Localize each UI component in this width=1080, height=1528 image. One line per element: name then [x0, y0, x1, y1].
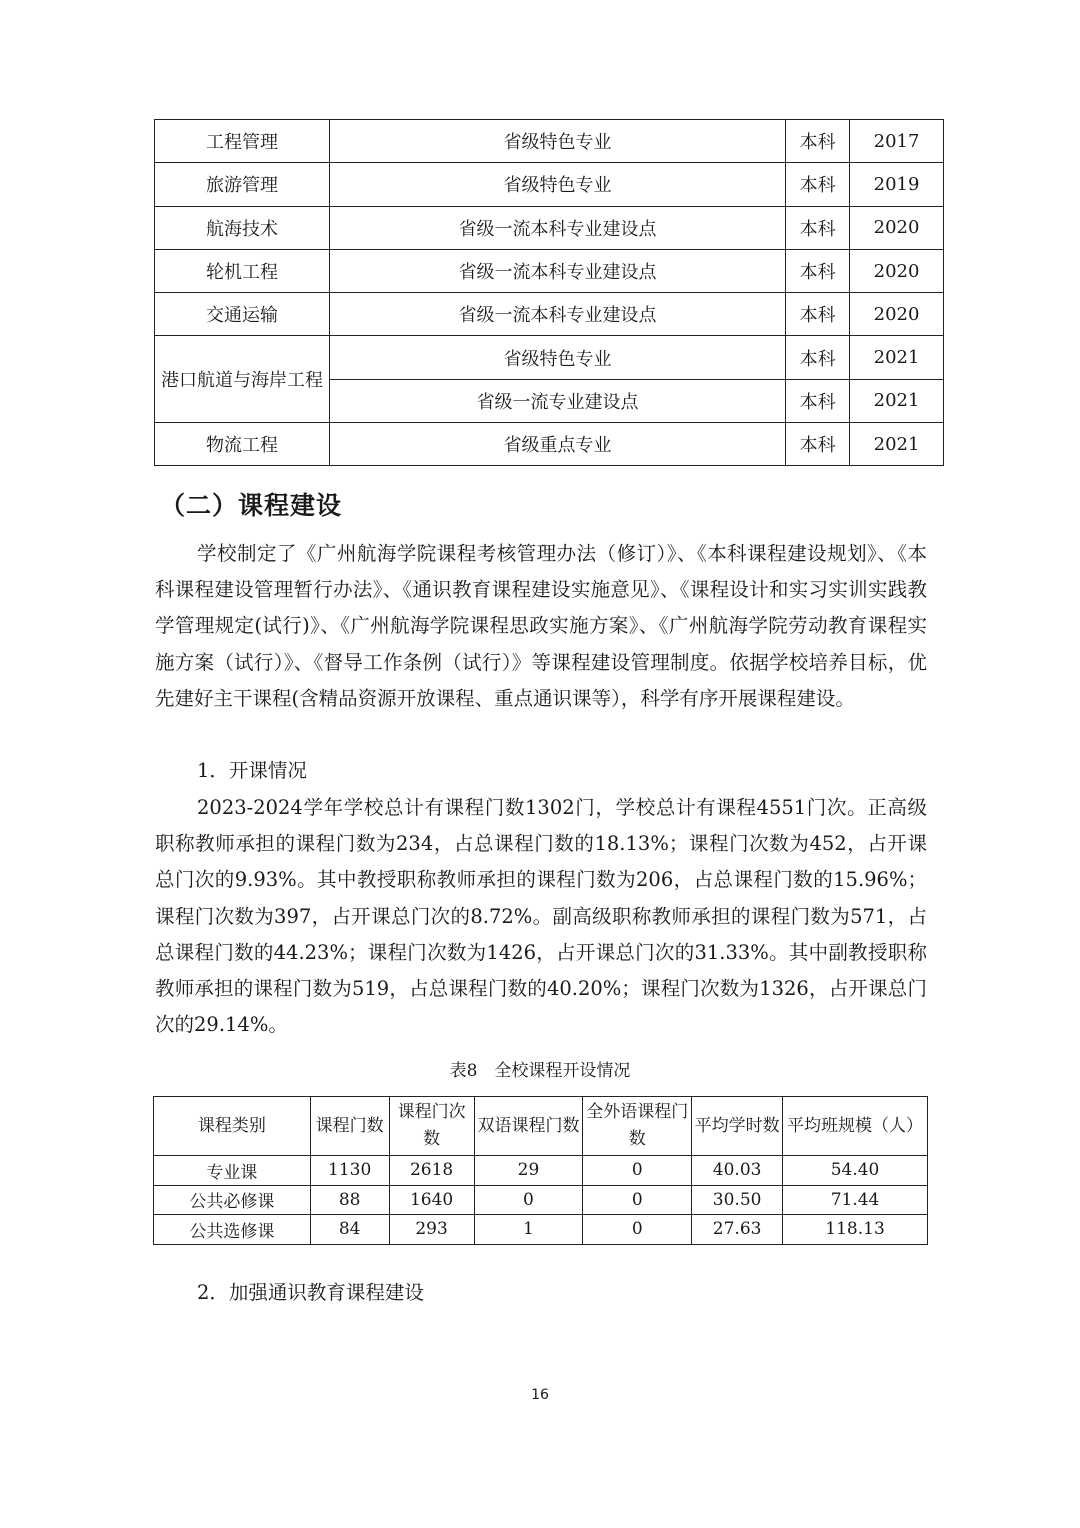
table-row [155, 293, 944, 336]
major-designation: 省级特色专业 [329, 163, 785, 206]
approval-year: 2021 [850, 336, 944, 379]
major-designation: 省级重点专业 [329, 423, 785, 466]
table-cell: 0 [583, 1156, 692, 1186]
major-designation: 省级一流本科专业建设点 [329, 206, 785, 249]
statistics-paragraph: 2023-2024学年学校总计有课程门数1302门，学校总计有课程4551门次。正高级职称教师承担的课程门数为234，占总课程门数的18.13%；课程门次数为452，占开课总门次的9.93%。其中教授职称教师承担的课程门数为206，占总课程门数的15.96%；课程门次数为397，占开课总门次的8.72%。副高级职称教师承担的课程门数为571，占总课程门数的44.23%；课程门次数为1426，占开课总门次的31.33%。其中副教授职称教师承担的课程门数为519，占总课程门数的40.20%；课程门次数为1326，占开课总门次的29.14%。 [155, 796, 927, 1037]
table-row [155, 249, 944, 292]
table-cell: 27.63 [692, 1215, 783, 1245]
approval-year: 2021 [850, 423, 944, 466]
table-cell: 0 [583, 1185, 692, 1215]
major-name: 轮机工程 [155, 249, 330, 292]
approval-year: 2020 [850, 293, 944, 336]
table-cell: 54.40 [783, 1156, 928, 1186]
table-cell: 1640 [389, 1185, 474, 1215]
approval-year: 2020 [850, 249, 944, 292]
degree-level: 本科 [786, 293, 850, 336]
table-row [155, 336, 944, 379]
table-header-row [154, 1097, 928, 1156]
page-number: 16 [531, 1387, 549, 1403]
table-cell: 118.13 [783, 1215, 928, 1245]
table-cell: 0 [583, 1215, 692, 1245]
approval-year: 2021 [850, 379, 944, 422]
header-course-sessions: 课程门次数 [389, 1097, 474, 1156]
header-average-class-size: 平均班规模（人） [783, 1097, 928, 1156]
major-designation: 省级特色专业 [329, 336, 785, 379]
table-row [154, 1215, 928, 1245]
table-cell: 1130 [310, 1156, 389, 1186]
degree-level: 本科 [786, 163, 850, 206]
degree-level: 本科 [786, 249, 850, 292]
degree-level: 本科 [786, 206, 850, 249]
major-name: 工程管理 [155, 120, 330, 163]
subheading-course-offering: 1．开课情况 [197, 759, 307, 782]
table-cell: 公共选修课 [154, 1215, 311, 1245]
table-row [154, 1185, 928, 1215]
major-designation: 省级一流本科专业建设点 [329, 293, 785, 336]
approval-year: 2019 [850, 163, 944, 206]
table-cell: 84 [310, 1215, 389, 1245]
header-course-count: 课程门数 [310, 1097, 389, 1156]
approval-year: 2017 [850, 120, 944, 163]
major-name: 港口航道与海岸工程 [155, 336, 330, 423]
header-bilingual-courses: 双语课程门数 [474, 1097, 583, 1156]
table-cell: 29 [474, 1156, 583, 1186]
table-cell: 公共必修课 [154, 1185, 311, 1215]
major-name: 交通运输 [155, 293, 330, 336]
section-heading: （二）课程建设 [160, 491, 343, 520]
approval-year: 2020 [850, 206, 944, 249]
policy-paragraph: 学校制定了《广州航海学院课程考核管理办法（修订）》、《本科课程建设规划》、《本科课程建设管理暂行办法》、《通识教育课程建设实施意见》、《课程设计和实习实训实践教学管理规定(试行)》、《广州航海学院课程思政实施方案》、《广州航海学院劳动教育课程实施方案（试行）》、《督导工作条例（试行）》等课程建设管理制度。依据学校培养目标，优先建好主干课程(含精品资源开放课程、重点通识课等），科学有序开展课程建设。 [155, 542, 927, 710]
table-cell: 88 [310, 1185, 389, 1215]
table-cell: 30.50 [692, 1185, 783, 1215]
table-row [155, 120, 944, 163]
table-row [155, 163, 944, 206]
degree-level: 本科 [786, 379, 850, 422]
major-designation: 省级一流专业建设点 [329, 379, 785, 422]
course-offering-table [153, 1096, 928, 1245]
header-foreign-language-courses: 全外语课程门数 [583, 1097, 692, 1156]
table-cell: 40.03 [692, 1156, 783, 1186]
header-average-hours: 平均学时数 [692, 1097, 783, 1156]
header-course-category: 课程类别 [154, 1097, 311, 1156]
table-row [154, 1156, 928, 1186]
subheading-general-education: 2．加强通识教育课程建设 [197, 1281, 424, 1304]
major-name: 物流工程 [155, 423, 330, 466]
degree-level: 本科 [786, 423, 850, 466]
table-row [155, 423, 944, 466]
table-cell: 0 [474, 1185, 583, 1215]
major-designation: 省级一流本科专业建设点 [329, 249, 785, 292]
table-caption: 表8 全校课程开设情况 [449, 1061, 631, 1081]
table-cell: 2618 [389, 1156, 474, 1186]
table-cell: 293 [389, 1215, 474, 1245]
table-row [155, 206, 944, 249]
major-name: 旅游管理 [155, 163, 330, 206]
major-designation: 省级特色专业 [329, 120, 785, 163]
table-cell: 1 [474, 1215, 583, 1245]
table-cell: 71.44 [783, 1185, 928, 1215]
majors-table [154, 119, 944, 466]
degree-level: 本科 [786, 336, 850, 379]
table-cell: 专业课 [154, 1156, 311, 1186]
major-name: 航海技术 [155, 206, 330, 249]
degree-level: 本科 [786, 120, 850, 163]
